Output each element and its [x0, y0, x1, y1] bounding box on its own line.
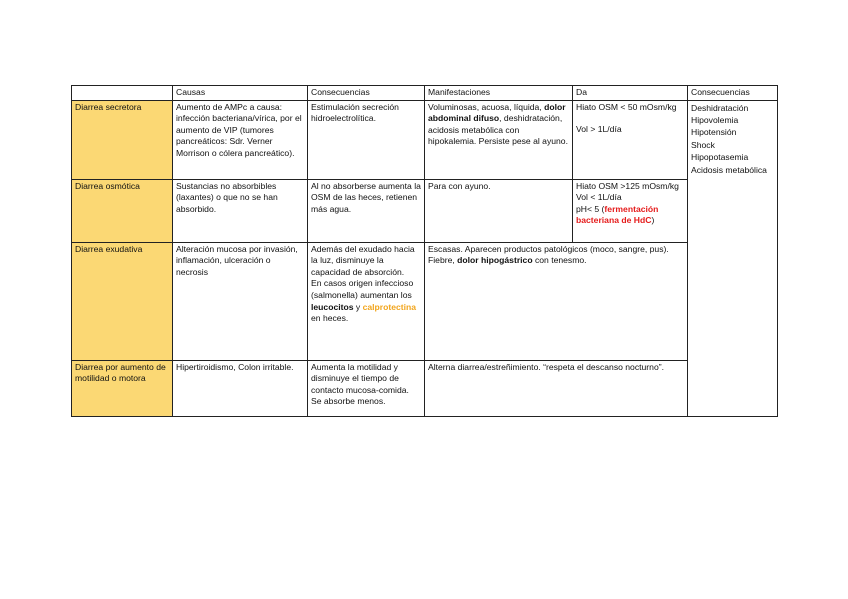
- summary-item: Shock: [691, 139, 715, 150]
- text: Escasas. Aparecen productos patológicos (moco, sangre, pus). Fiebre,: [428, 243, 669, 266]
- da-line: Hiato OSM < 50 mOsm/kg: [576, 101, 677, 112]
- table-row-exudativa: [72, 242, 778, 360]
- text: y: [353, 301, 363, 312]
- table-row-secretora: [72, 100, 778, 179]
- cell-da: [573, 100, 688, 179]
- bold-text: dolor hipogástrico: [457, 255, 533, 266]
- header-empty: [72, 86, 173, 101]
- da-line: Hiato OSM >125 mOsm/kg: [576, 180, 679, 191]
- bold-text: leucocitos: [311, 301, 354, 312]
- cell-consecuencias: Aumenta la motilidad y disminuye el tiempo de contacto mucosa-comida. Se absorbe menos.: [308, 360, 425, 416]
- highlight-red-text: fermentación bacteriana de HdC: [576, 203, 659, 226]
- header-da: Da: [573, 86, 688, 101]
- highlight-orange-text: calprotectina: [362, 301, 417, 312]
- cell-consecuencias: Al no absorberse aumenta la OSM de las heces, retienen más agua.: [308, 179, 425, 242]
- cell-causas: Aumento de AMPc a causa: infección bacteriana/vírica, por el aumento de VIP (tumores pancreáticos: Sdr. Verner Morrison o cólera pancreático).: [173, 100, 308, 179]
- summary-item: Deshidratación: [691, 102, 749, 113]
- cell-summary: [688, 100, 778, 416]
- cell-da: [573, 179, 688, 242]
- table-row-osmotica: [72, 179, 778, 242]
- da-line: Vol > 1L/día: [576, 124, 622, 135]
- cell-consecuencias: Estimulación secreción hidroelectrolítica.: [308, 100, 425, 179]
- cell-consecuencias: [308, 242, 425, 360]
- summary-item: Hipovolemia: [691, 115, 739, 125]
- text: con tenesmo.: [532, 255, 587, 266]
- row-label: Diarrea exudativa: [72, 242, 173, 360]
- row-label: Diarrea por aumento de motilidad o motora: [72, 360, 173, 416]
- bold-text: dolor abdominal difuso: [428, 101, 566, 124]
- cell-manifestaciones: Alterna diarrea/estreñimiento. “respeta el descanso nocturno”.: [425, 360, 688, 416]
- diarrhea-classification-table: [71, 85, 778, 417]
- table-row-motora: [72, 360, 778, 416]
- header-causas: Causas: [173, 86, 308, 101]
- header-consecuencias: Consecuencias: [308, 86, 425, 101]
- text: en heces.: [311, 313, 349, 324]
- cell-causas: Alteración mucosa por invasión, inflamación, ulceración o necrosis: [173, 242, 308, 360]
- da-line: Vol < 1L/día: [576, 192, 622, 203]
- text: En casos origen infeccioso (salmonella) aumentan los: [311, 278, 414, 300]
- cell-manifestaciones: [425, 100, 573, 179]
- row-label: Diarrea osmótica: [72, 179, 173, 242]
- header-row: [72, 86, 778, 101]
- header-consecuencias-generales: Consecuencias: [688, 86, 778, 101]
- text-line: [311, 278, 421, 324]
- cell-causas: Sustancias no absorbibles (laxantes) o que no se han absorbido.: [173, 179, 308, 242]
- text: pH< 5 (: [576, 203, 605, 214]
- text: ): [651, 215, 655, 226]
- cell-manifestaciones: Para con ayuno.: [425, 179, 573, 242]
- cell-causas: Hipertiroidismo, Colon irritable.: [173, 360, 308, 416]
- cell-manifestaciones: [425, 242, 688, 360]
- text: , deshidratación, acidosis metabólica con hipokalemia. Persiste pese al ayuno.: [428, 113, 568, 147]
- summary-item: Hipopotasemia: [691, 152, 749, 163]
- text: Voluminosas, acuosa, líquida,: [428, 101, 545, 112]
- text: Además del exudado hacia la luz, disminuye la capacidad de absorción.: [311, 243, 415, 277]
- da-line: [576, 204, 684, 227]
- row-label: Diarrea secretora: [72, 100, 173, 179]
- header-manifestaciones: Manifestaciones: [425, 86, 573, 101]
- summary-item: Acidosis metabólica: [691, 164, 767, 175]
- summary-item: Hipotensión: [691, 127, 737, 138]
